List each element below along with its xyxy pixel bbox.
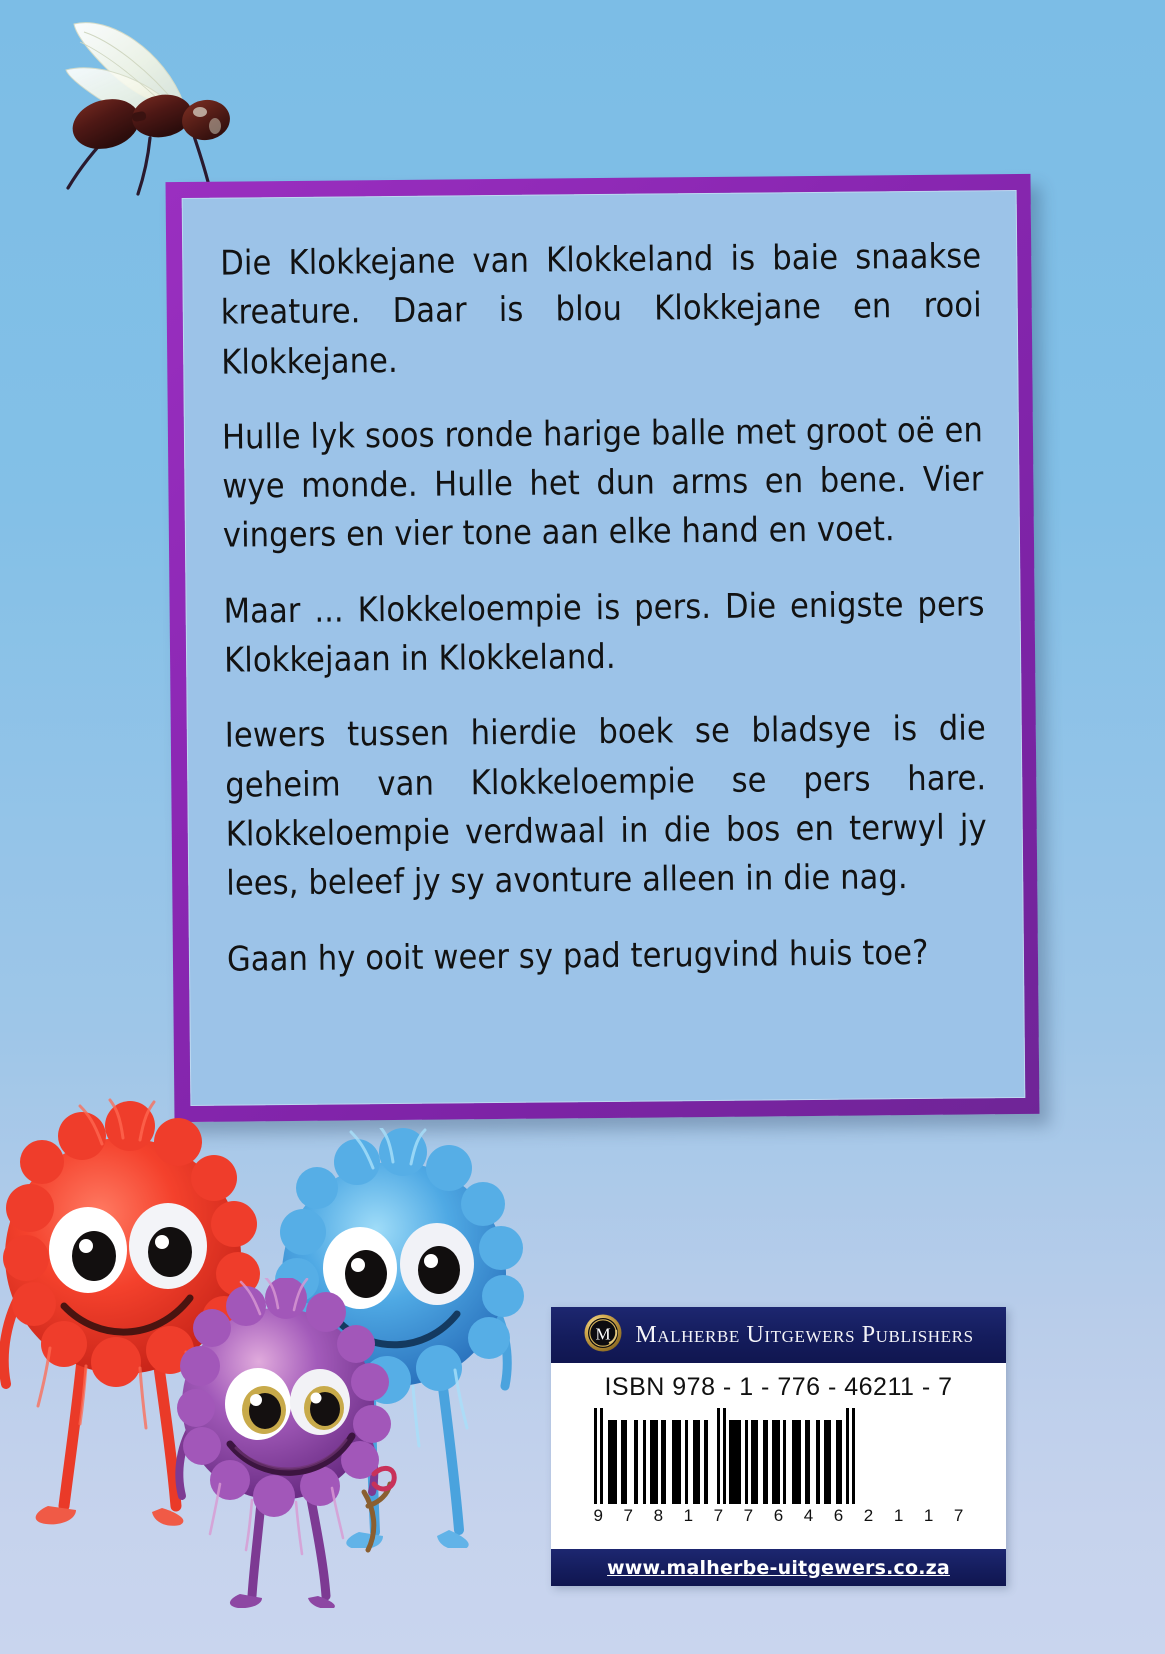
barcode-bars — [594, 1408, 964, 1504]
isbn-number: ISBN 978 - 1 - 776 - 46211 - 7 — [604, 1373, 953, 1401]
barcode-digit: 6 — [833, 1506, 844, 1525]
isbn-barcode-block — [551, 1307, 1006, 1586]
barcode-digit: 6 — [773, 1506, 784, 1525]
blurb-panel — [182, 190, 1026, 1106]
barcode-digit: 8 — [653, 1506, 664, 1525]
barcode-digit: 2 — [863, 1506, 874, 1525]
barcode-digit: 9 — [593, 1506, 603, 1525]
publisher-name: Malherbe Uitgewers Publishers — [635, 1321, 974, 1348]
blurb-frame — [166, 174, 1040, 1122]
barcode-digit: 7 — [713, 1506, 724, 1525]
flying-ant-icon — [44, 12, 254, 202]
blurb-paragraph-3: Maar ... Klokkeloempie is pers. Die enigste pers Klokkejaan in Klokkeland. — [223, 584, 985, 681]
svg-text:M: M — [595, 1324, 611, 1344]
barcode-digits — [594, 1504, 964, 1526]
barcode-digit: 1 — [893, 1506, 904, 1525]
barcode-digit: 1 — [923, 1506, 934, 1525]
malherbe-logo-icon — [583, 1313, 623, 1357]
purple-klokkeloempie-illustration — [168, 1278, 438, 1608]
twig-prop — [364, 1484, 390, 1550]
publisher-bar — [551, 1307, 1006, 1363]
barcode-digit: 1 — [683, 1506, 694, 1525]
blurb-paragraph-4: Iewers tussen hierdie boek se bladsye is die geheim van Klokkeloempie se pers hare. Klokkeloempie verdwaal in die bos en terwyl jy lees, beleef jy sy avonture alleen in die nag. — [224, 708, 987, 904]
blurb-paragraph-1: Die Klokkejane van Klokkeland is baie snaakse kreature. Daar is blou Klokkejane en rooi Klokkejane. — [220, 236, 982, 383]
barcode-digit: 4 — [803, 1506, 814, 1525]
barcode-digit: 7 — [953, 1506, 964, 1525]
blurb-paragraph-5: Gaan hy ooit weer sy pad terugvind huis toe? — [226, 932, 929, 980]
website-bar — [551, 1549, 1006, 1586]
barcode-digit: 7 — [623, 1506, 633, 1525]
publisher-website-link[interactable]: www.malherbe-uitgewers.co.za — [607, 1556, 950, 1579]
blurb-paragraph-2: Hulle lyk soos ronde harige balle met groot oë en wye monde. Hulle het dun arms en bene. Vier vingers en vier tone aan elke hand en voet. — [221, 410, 984, 557]
barcode — [594, 1408, 964, 1526]
barcode-area — [551, 1363, 1006, 1549]
barcode-digit: 7 — [743, 1506, 754, 1525]
